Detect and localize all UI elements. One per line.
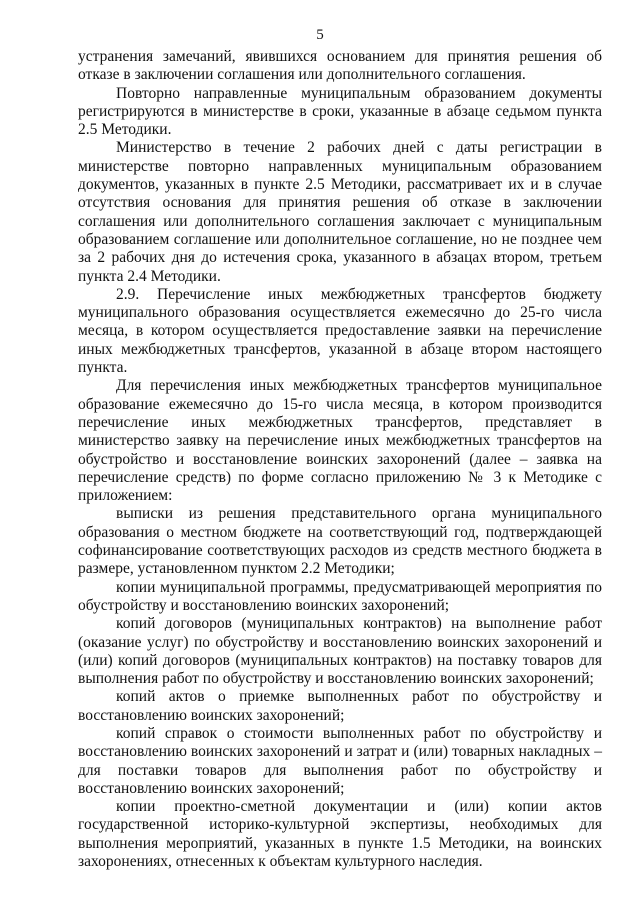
paragraph-11: копии проектно-сметной документации и (или) копии актов государственной историко-культурной экспертизы, необходимых для выполнения мероприятий, указанных в пункте 1.5 Методики, на воинских захоронениях, отнесенных к объектам культурного наследия.	[78, 798, 602, 871]
paragraph-7: копии муниципальной программы, предусматривающей мероприятия по обустройству и восстановлению воинских захоронений;	[78, 578, 602, 614]
paragraph-8: копий договоров (муниципальных контрактов) на выполнение работ (оказание услуг) по обустройству и восстановлению воинских захоронений и (или) копий договоров (муниципальных контрактов) на поставку товаров для выполнения работ по обустройству и восстановлению воинских захоронений;	[78, 615, 602, 688]
paragraph-3: Министерство в течение 2 рабочих дней с даты регистрации в министерстве повторно направленных муниципальным образованием документов, указанных в пункте 2.5 Методики, рассматривает их и в случае отсутствия основания для принятия решения об отказе в заключении соглашения или дополнительного соглашения заключает с муниципальным образованием соглашение или дополнительное соглашение, но не позднее чем за 2 рабочих дня до истечения срока, указанного в абзацах втором, третьем пункта 2.4 Методики.	[78, 139, 602, 285]
paragraph-2: Повторно направленные муниципальным образованием документы регистрируются в министерстве в сроки, указанные в абзаце седьмом пункта 2.5 Методики.	[78, 84, 602, 139]
paragraph-10: копий справок о стоимости выполненных работ по обустройству и восстановлению воинских захоронений и затрат и (или) товарных накладных – для поставки товаров для выполнения работ по обустройству и восстановлению воинских захоронений;	[78, 724, 602, 797]
paragraph-1: устранения замечаний, явившихся основанием для принятия решения об отказе в заключении соглашения или дополнительного соглашения.	[78, 48, 602, 84]
paragraph-4: 2.9. Перечисление иных межбюджетных трансфертов бюджету муниципального образования осуществляется ежемесячно до 25-го числа месяца, в котором осуществляется предоставление заявки на перечисление иных межбюджетных трансфертов, указанной в абзаце втором настоящего пункта.	[78, 285, 602, 377]
paragraph-9: копий актов о приемке выполненных работ по обустройству и восстановлению воинских захоронений;	[78, 688, 602, 724]
paragraph-6: выписки из решения представительного органа муниципального образования о местном бюджете на соответствующий год, подтверждающей софинансирование соответствующих расходов из средств местного бюджета в размере, установленном пунктом 2.2 Методики;	[78, 505, 602, 578]
paragraph-5: Для перечисления иных межбюджетных трансфертов муниципальное образование ежемесячно до 15-го числа месяца, в котором производится перечисление иных межбюджетных трансфертов, представляет в министерство заявку на перечисление иных межбюджетных трансфертов на обустройство и восстановление воинских захоронений (далее – заявка на перечисление средств) по форме согласно приложению № 3 к Методике с приложением:	[78, 377, 602, 505]
page-number: 5	[316, 27, 324, 43]
